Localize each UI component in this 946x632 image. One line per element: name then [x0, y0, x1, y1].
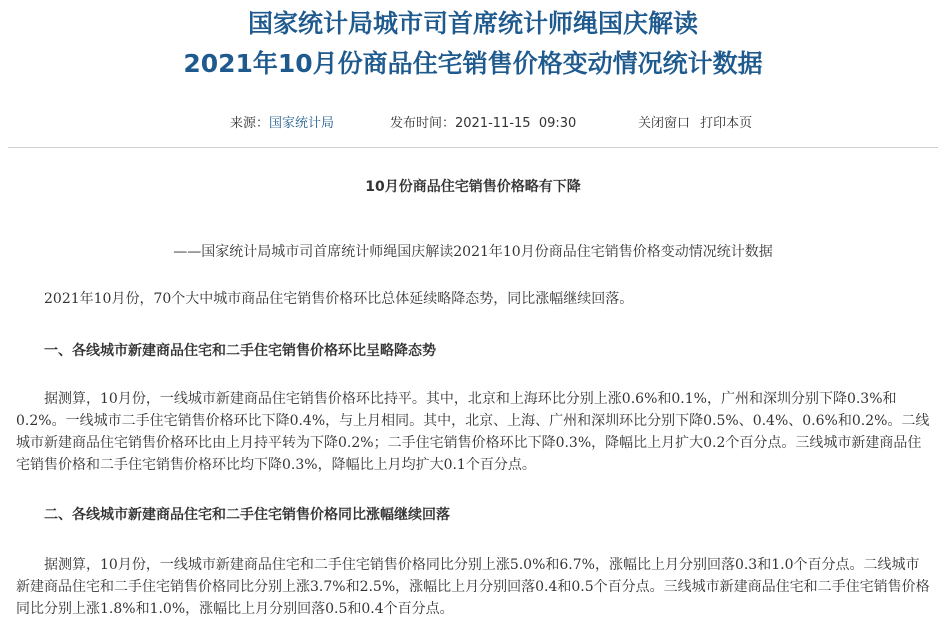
intro-paragraph: 2021年10月份，70个大中城市商品住宅销售价格环比总体延续略降态势，同比涨幅继续回落。	[44, 291, 634, 307]
header-divider	[8, 147, 938, 148]
page-actions	[638, 112, 752, 136]
source-label: 来源：	[230, 116, 270, 131]
publish-time-label: 发布时间：	[390, 116, 456, 131]
article-body	[16, 172, 930, 620]
source-link[interactable]: 国家统计局	[269, 116, 335, 131]
publish-time-value: 2021-11-15 09:30	[455, 116, 577, 131]
section2-title: 二、各线城市新建商品住宅和二手住宅销售价格同比涨幅继续回落	[44, 507, 450, 523]
page-title-line2: 2021年10月份商品住宅销售价格变动情况统计数据	[183, 49, 763, 78]
publish-time	[390, 112, 576, 136]
source-info	[230, 112, 334, 136]
article-heading: 10月份商品住宅销售价格略有下降	[365, 179, 581, 195]
section1-title: 一、各线城市新建商品住宅和二手住宅销售价格环比呈略降态势	[44, 343, 436, 359]
print-page-button[interactable]: 打印本页	[700, 116, 753, 131]
page-title-line1: 国家统计局城市司首席统计师绳国庆解读	[247, 9, 698, 38]
section1-body: 据测算，10月份，一线城市新建商品住宅销售价格环比持平。其中，北京和上海环比分别上涨0.6%和0.1%，广州和深圳分别下降0.3%和0.2%。一线城市二手住宅销售价格环比下降0.4%，与上月相同。其中，北京、上海、广州和深圳环比分别下降0.5%、0.4%、0.6%和0.2%。二线城市新建商品住宅销售价格环比由上月持平转为下降0.2%；二手住宅销售价格环比下降0.3%，降幅比上月扩大0.2个百分点。三线城市新建商品住宅销售价格和二手住宅销售价格环比均下降0.3%，降幅比上月均扩大0.1个百分点。	[16, 391, 930, 473]
article-meta	[0, 112, 946, 136]
close-window-button[interactable]: 关闭窗口	[638, 116, 691, 131]
article-subheading: ——国家统计局城市司首席统计师绳国庆解读2021年10月份商品住宅销售价格变动情况统计数据	[173, 244, 773, 260]
section2-body: 据测算，10月份，一线城市新建商品住宅和二手住宅销售价格同比分别上涨5.0%和6.7%，涨幅比上月分别回落0.3和1.0个百分点。二线城市新建商品住宅和二手住宅销售价格同比分别上涨3.7%和2.5%，涨幅比上月分别回落0.4和0.5个百分点。三线城市新建商品住宅和二手住宅销售价格同比分别上涨1.8%和1.0%，涨幅比上月分别回落0.5和0.4个百分点。	[16, 557, 930, 617]
